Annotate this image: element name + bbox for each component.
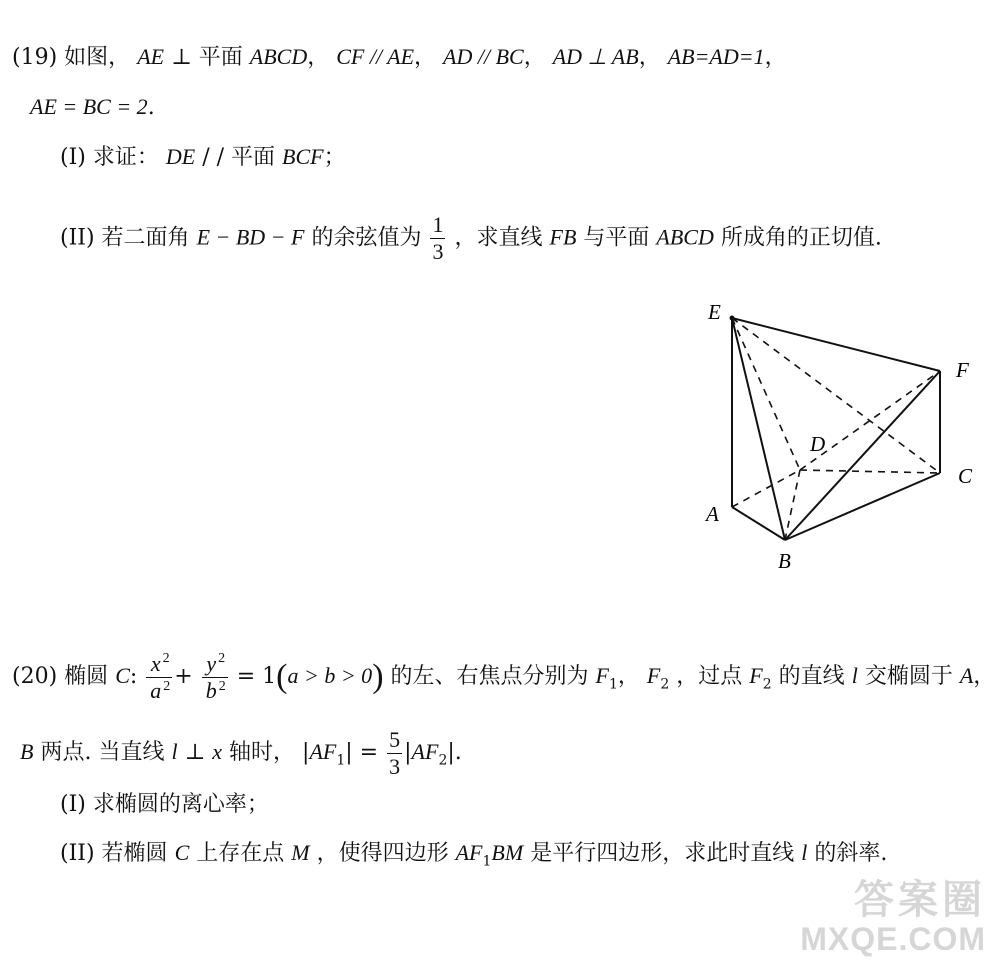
watermark [800,878,986,956]
label-D: D [810,432,826,456]
edge-AB [732,507,785,540]
label-B: B [778,549,791,573]
edge-DC [800,470,940,473]
label-A: A [706,502,719,526]
fraction-five-thirds: $\frac{5}{3}$ [389,726,401,779]
edge-AD [732,470,800,507]
q20-part2: (II) 若椭圆 C 上存在点 M ，使得四边形 $AF_1BM$ 是平行四边形，求此时直线 l 的斜率. [60,840,888,870]
q20-part1: (I) 求椭圆的离心率； [60,792,269,817]
q19-number: (19) [12,45,58,70]
q20-number: (20) [12,664,58,689]
watermark-en: MXQE.COM [800,921,986,957]
q19-line1: (19) 如图， AE ⊥ 平面 ABCD， CF // AE， AD // BC， AD ⊥ AB， AB=AD=1， [12,44,787,70]
label-C: C [958,464,973,488]
edge-DB [785,470,800,540]
label-F: F [956,358,969,382]
watermark-cn: 答案圈 [854,878,986,922]
edge-BF [785,371,940,540]
q19-line2: AE = BC = 2. [30,94,155,120]
edge-EF [732,318,940,371]
q20-line2: B 两点. 当直线 l ⊥ x 轴时， $|AF_1|$ = $\frac{5}{3}$ $|AF_2|$. [20,726,462,779]
label-E: E [708,300,721,324]
q20-line1: (20) 椭圆 C: $\frac{x ^2}{a ^2}$ + $\frac{y ^2}{b ^2}$ = 1(a > b > 0) 的左、右焦点分别为 $F_1$， $F_2$ ，过点 $F_2$ 的直线 l 交椭圆于 A， [12,650,996,703]
edge-ED [732,318,800,470]
q19-part2: (II) 若二面角 E − BD − F 的余弦值为 $\frac{1}{3}$ ，求直线 FB 与平面 ABCD 所成角的正切值. [60,212,882,264]
fraction-y2-b2: $\frac{y ^2}{b ^2}$ [202,652,228,702]
q19-part1: (I) 求证： DE / / 平面 BCF； [60,144,346,170]
geometry-figure [690,295,990,585]
edge-BC [785,473,940,540]
fraction-x2-a2: $\frac{x ^2}{a ^2}$ [146,652,172,702]
fraction-one-third: $\frac{1}{3}$ [432,212,444,264]
